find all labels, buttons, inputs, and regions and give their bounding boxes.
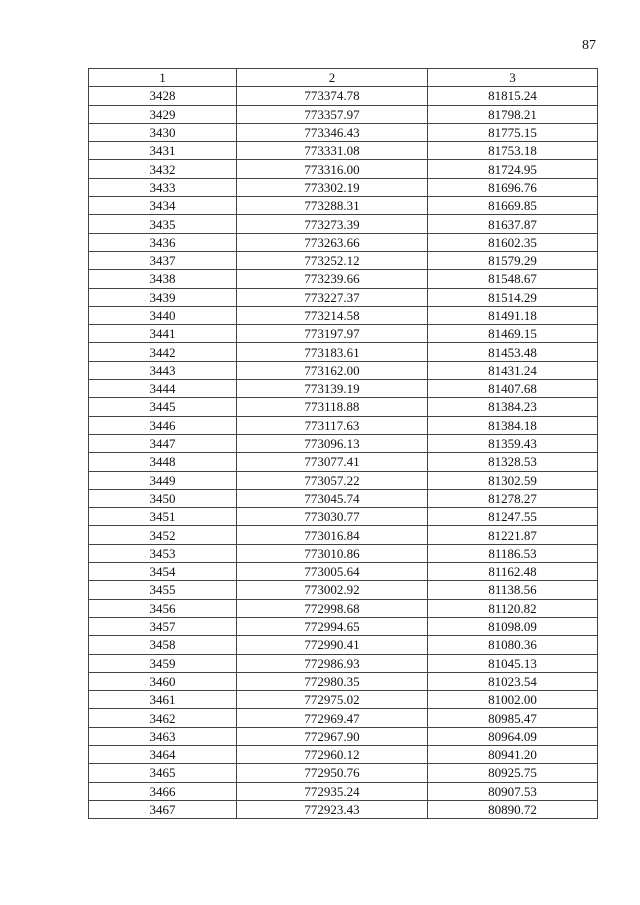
table-cell-col-3: 81514.29	[428, 288, 598, 306]
table-cell-col-2: 773239.66	[237, 270, 428, 288]
table-row	[89, 215, 598, 233]
table-row	[89, 727, 598, 745]
table-row	[89, 251, 598, 269]
table-cell-col-2: 773263.66	[237, 233, 428, 251]
table-cell-col-3: 81120.82	[428, 599, 598, 617]
table-row	[89, 343, 598, 361]
table-cell-col-3: 80941.20	[428, 745, 598, 763]
table-cell-col-3: 81221.87	[428, 526, 598, 544]
table-row	[89, 617, 598, 635]
table-cell-col-3: 80925.75	[428, 764, 598, 782]
table-row	[89, 178, 598, 196]
table-cell-col-1: 3441	[89, 325, 237, 343]
table-row	[89, 508, 598, 526]
table-cell-col-1: 3448	[89, 453, 237, 471]
table-cell-col-1: 3462	[89, 709, 237, 727]
table-row	[89, 306, 598, 324]
table-cell-col-2: 773057.22	[237, 471, 428, 489]
table-cell-col-1: 3433	[89, 178, 237, 196]
table-cell-col-2: 773118.88	[237, 398, 428, 416]
table-cell-col-3: 81602.35	[428, 233, 598, 251]
table-row	[89, 709, 598, 727]
table-row	[89, 416, 598, 434]
table-cell-col-3: 81431.24	[428, 361, 598, 379]
table-cell-col-1: 3429	[89, 105, 237, 123]
table-cell-col-1: 3430	[89, 123, 237, 141]
table-cell-col-1: 3464	[89, 745, 237, 763]
table-cell-col-2: 772923.43	[237, 800, 428, 818]
table-cell-col-2: 773302.19	[237, 178, 428, 196]
table-row	[89, 782, 598, 800]
table-cell-col-3: 81045.13	[428, 654, 598, 672]
table-cell-col-1: 3458	[89, 636, 237, 654]
table-cell-col-3: 81384.18	[428, 416, 598, 434]
table-row	[89, 87, 598, 105]
table-cell-col-3: 81328.53	[428, 453, 598, 471]
table-row	[89, 160, 598, 178]
table-row	[89, 599, 598, 617]
table-cell-col-2: 773002.92	[237, 581, 428, 599]
table-row	[89, 745, 598, 763]
table-cell-col-2: 773357.97	[237, 105, 428, 123]
table-cell-col-3: 80985.47	[428, 709, 598, 727]
table-row	[89, 636, 598, 654]
table-row	[89, 764, 598, 782]
table-cell-col-2: 773288.31	[237, 197, 428, 215]
table-cell-col-1: 3466	[89, 782, 237, 800]
coordinates-table	[88, 68, 598, 819]
table-cell-col-2: 773374.78	[237, 87, 428, 105]
table-cell-col-3: 81098.09	[428, 617, 598, 635]
table-cell-col-1: 3444	[89, 380, 237, 398]
table-cell-col-2: 773316.00	[237, 160, 428, 178]
table-cell-col-1: 3439	[89, 288, 237, 306]
table-cell-col-2: 772935.24	[237, 782, 428, 800]
table-cell-col-3: 80964.09	[428, 727, 598, 745]
table-row	[89, 526, 598, 544]
table-cell-col-3: 80907.53	[428, 782, 598, 800]
table-cell-col-3: 81724.95	[428, 160, 598, 178]
table-cell-col-1: 3465	[89, 764, 237, 782]
table-row	[89, 380, 598, 398]
table-cell-col-3: 81798.21	[428, 105, 598, 123]
table-row	[89, 197, 598, 215]
table-cell-col-2: 773162.00	[237, 361, 428, 379]
table-row	[89, 288, 598, 306]
table-cell-col-1: 3457	[89, 617, 237, 635]
table-cell-col-2: 773030.77	[237, 508, 428, 526]
table-row	[89, 489, 598, 507]
table-row	[89, 563, 598, 581]
table-cell-col-3: 81002.00	[428, 691, 598, 709]
table-cell-col-2: 773273.39	[237, 215, 428, 233]
table-row	[89, 581, 598, 599]
table-cell-col-2: 773096.13	[237, 434, 428, 452]
table-cell-col-2: 772975.02	[237, 691, 428, 709]
table-cell-col-2: 772980.35	[237, 672, 428, 690]
table-cell-col-1: 3467	[89, 800, 237, 818]
table-cell-col-3: 81469.15	[428, 325, 598, 343]
table-cell-col-3: 81696.76	[428, 178, 598, 196]
table-cell-col-3: 81637.87	[428, 215, 598, 233]
table-cell-col-3: 81491.18	[428, 306, 598, 324]
table-cell-col-3: 81247.55	[428, 508, 598, 526]
table-cell-col-3: 80890.72	[428, 800, 598, 818]
table-cell-col-1: 3435	[89, 215, 237, 233]
table-cell-col-2: 772986.93	[237, 654, 428, 672]
table-cell-col-2: 773346.43	[237, 123, 428, 141]
table-cell-col-1: 3437	[89, 251, 237, 269]
table-cell-col-2: 773331.08	[237, 142, 428, 160]
table-cell-col-3: 81753.18	[428, 142, 598, 160]
table-cell-col-2: 772994.65	[237, 617, 428, 635]
table-row	[89, 800, 598, 818]
table-cell-col-3: 81302.59	[428, 471, 598, 489]
table-cell-col-2: 773252.12	[237, 251, 428, 269]
table-cell-col-3: 81278.27	[428, 489, 598, 507]
table-cell-col-3: 81775.15	[428, 123, 598, 141]
table-cell-col-1: 3442	[89, 343, 237, 361]
table-cell-col-2: 773139.19	[237, 380, 428, 398]
table-cell-col-1: 3428	[89, 87, 237, 105]
table-cell-col-2: 772950.76	[237, 764, 428, 782]
table-row	[89, 434, 598, 452]
table-cell-col-1: 3450	[89, 489, 237, 507]
table-row	[89, 361, 598, 379]
table-cell-col-2: 772969.47	[237, 709, 428, 727]
table-cell-col-1: 3449	[89, 471, 237, 489]
table-cell-col-2: 773077.41	[237, 453, 428, 471]
table-cell-col-3: 81453.48	[428, 343, 598, 361]
column-header-1: 1	[89, 69, 237, 87]
table-row	[89, 672, 598, 690]
table-cell-col-3: 81162.48	[428, 563, 598, 581]
table-cell-col-1: 3445	[89, 398, 237, 416]
table-cell-col-3: 81579.29	[428, 251, 598, 269]
page-number: 87	[582, 38, 596, 53]
table-cell-col-3: 81359.43	[428, 434, 598, 452]
table-cell-col-1: 3434	[89, 197, 237, 215]
table-cell-col-2: 772990.41	[237, 636, 428, 654]
table-cell-col-1: 3446	[89, 416, 237, 434]
table-cell-col-3: 81407.68	[428, 380, 598, 398]
table-cell-col-1: 3432	[89, 160, 237, 178]
table-cell-col-1: 3459	[89, 654, 237, 672]
table-cell-col-1: 3443	[89, 361, 237, 379]
table-cell-col-2: 773197.97	[237, 325, 428, 343]
table-cell-col-3: 81138.56	[428, 581, 598, 599]
table-row	[89, 453, 598, 471]
table-row	[89, 270, 598, 288]
table-cell-col-1: 3454	[89, 563, 237, 581]
table-cell-col-1: 3451	[89, 508, 237, 526]
table-row	[89, 471, 598, 489]
table-cell-col-1: 3455	[89, 581, 237, 599]
table-cell-col-2: 773005.64	[237, 563, 428, 581]
table-cell-col-3: 81384.23	[428, 398, 598, 416]
table-cell-col-1: 3436	[89, 233, 237, 251]
table-row	[89, 123, 598, 141]
table-cell-col-2: 773010.86	[237, 544, 428, 562]
table-cell-col-3: 81080.36	[428, 636, 598, 654]
table-cell-col-2: 773117.63	[237, 416, 428, 434]
column-header-2: 2	[237, 69, 428, 87]
table-row	[89, 142, 598, 160]
table-cell-col-1: 3456	[89, 599, 237, 617]
table-cell-col-2: 773183.61	[237, 343, 428, 361]
table-cell-col-3: 81186.53	[428, 544, 598, 562]
table-row	[89, 654, 598, 672]
table-cell-col-2: 773045.74	[237, 489, 428, 507]
table-cell-col-1: 3438	[89, 270, 237, 288]
table-cell-col-3: 81023.54	[428, 672, 598, 690]
table-row	[89, 105, 598, 123]
table-cell-col-1: 3460	[89, 672, 237, 690]
column-header-3: 3	[428, 69, 598, 87]
table-cell-col-1: 3452	[89, 526, 237, 544]
table-cell-col-2: 772967.90	[237, 727, 428, 745]
table-cell-col-2: 772998.68	[237, 599, 428, 617]
table-row	[89, 325, 598, 343]
table-cell-col-1: 3453	[89, 544, 237, 562]
table-cell-col-2: 773214.58	[237, 306, 428, 324]
table-cell-col-1: 3447	[89, 434, 237, 452]
table-cell-col-1: 3461	[89, 691, 237, 709]
table-cell-col-3: 81548.67	[428, 270, 598, 288]
table-cell-col-2: 772960.12	[237, 745, 428, 763]
table-body	[89, 87, 598, 819]
table-cell-col-1: 3431	[89, 142, 237, 160]
table-cell-col-2: 773016.84	[237, 526, 428, 544]
table-header-row	[89, 69, 598, 87]
table-row	[89, 544, 598, 562]
table-row	[89, 233, 598, 251]
table-row	[89, 398, 598, 416]
table-cell-col-1: 3463	[89, 727, 237, 745]
table-row	[89, 691, 598, 709]
table-cell-col-3: 81815.24	[428, 87, 598, 105]
table-cell-col-2: 773227.37	[237, 288, 428, 306]
table-cell-col-3: 81669.85	[428, 197, 598, 215]
table-cell-col-1: 3440	[89, 306, 237, 324]
